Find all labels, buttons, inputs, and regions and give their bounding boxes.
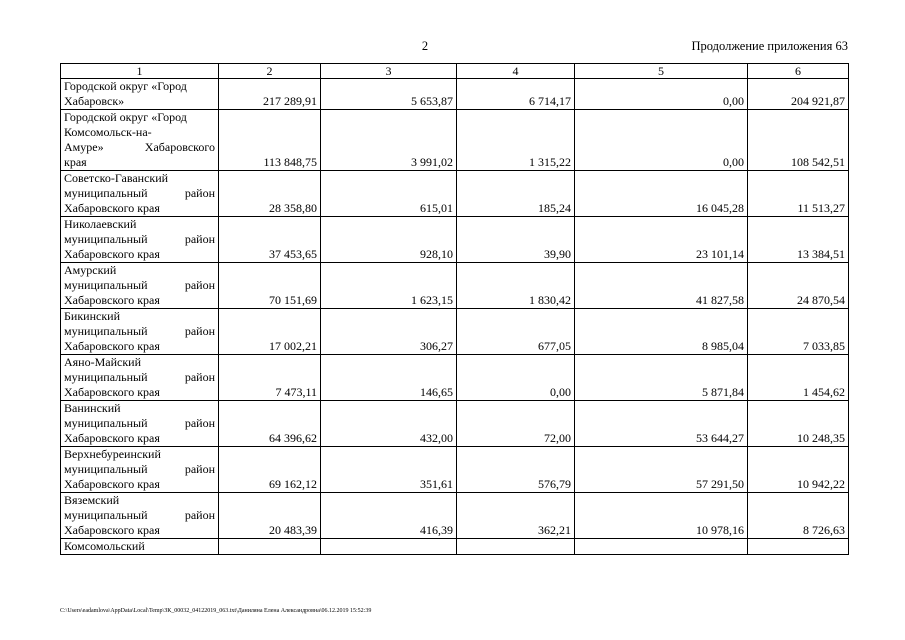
municipality-name-line (64, 94, 215, 109)
table-row (61, 539, 849, 555)
municipality-name-cell (61, 217, 219, 263)
municipality-name-word: Верхнебуреинский (64, 447, 161, 461)
value-cell-col-3: 351,61 (321, 447, 457, 493)
municipality-name-word: район (184, 186, 215, 200)
municipality-name-line (64, 339, 215, 354)
value-cell-col-3: 5 653,87 (321, 79, 457, 110)
value-cell-col-4: 72,00 (457, 401, 575, 447)
municipality-name-line (64, 201, 215, 216)
value-cell-col-2: 70 151,69 (219, 263, 321, 309)
value-cell-col-2: 64 396,62 (219, 401, 321, 447)
value-cell-col-5: 41 827,58 (575, 263, 748, 309)
municipality-name-word: Советско-Гаванский (64, 171, 169, 185)
value-cell-col-4: 677,05 (457, 309, 575, 355)
municipality-name-line (64, 186, 215, 201)
value-cell-col-3 (321, 539, 457, 555)
municipality-name-word: Хабаровск» (64, 94, 125, 108)
municipality-name-word: Хабаровского края (64, 247, 160, 261)
municipality-name-word: район (184, 278, 215, 292)
municipality-name-line (64, 477, 215, 492)
value-cell-col-2: 28 358,80 (219, 171, 321, 217)
municipality-name-line (64, 370, 215, 385)
table-row (61, 263, 849, 309)
value-cell-col-4: 6 714,17 (457, 79, 575, 110)
municipality-name-line (64, 171, 215, 186)
value-cell-col-4: 0,00 (457, 355, 575, 401)
value-cell-col-4 (457, 539, 575, 555)
municipality-name-line (64, 431, 215, 446)
value-cell-col-6: 11 513,27 (748, 171, 849, 217)
municipality-name-word: Хабаровского (144, 140, 215, 154)
value-cell-col-5: 16 045,28 (575, 171, 748, 217)
municipality-name-word: Комсомольск-на- (64, 125, 152, 139)
municipality-name-word: муниципальный (64, 324, 148, 338)
footer-file-path: C:\Users\eadamlova\AppData\Local\Temp\ЗК_00032_04122019_063.txt\Даниляна Елена Александровна\06.12.2019 15:52:39 (60, 608, 372, 614)
municipality-name-line (64, 217, 215, 232)
municipality-name-line (64, 140, 215, 155)
municipality-name-word: Хабаровского края (64, 523, 160, 537)
column-number: 4 (457, 64, 575, 79)
municipality-name-word: район (184, 508, 215, 522)
municipality-name-word: Городской округ «Город (64, 79, 187, 93)
table-row (61, 309, 849, 355)
value-cell-col-5: 57 291,50 (575, 447, 748, 493)
municipality-name-word: муниципальный (64, 186, 148, 200)
municipality-name-line (64, 385, 215, 400)
budget-table (60, 63, 849, 555)
value-cell-col-5: 0,00 (575, 110, 748, 171)
value-cell-col-2 (219, 539, 321, 555)
table-row (61, 110, 849, 171)
municipality-name-word: муниципальный (64, 508, 148, 522)
municipality-name-line (64, 539, 215, 554)
municipality-name-cell (61, 110, 219, 171)
value-cell-col-6 (748, 539, 849, 555)
municipality-name-word: Комсомольский (64, 539, 145, 553)
value-cell-col-5: 53 644,27 (575, 401, 748, 447)
value-cell-col-5: 8 985,04 (575, 309, 748, 355)
municipality-name-line (64, 493, 215, 508)
municipality-name-word: Аяно-Майский (64, 355, 142, 369)
value-cell-col-2: 7 473,11 (219, 355, 321, 401)
municipality-name-line (64, 125, 215, 140)
municipality-name-cell (61, 79, 219, 110)
table-row (61, 355, 849, 401)
municipality-name-line (64, 462, 215, 477)
table-row (61, 171, 849, 217)
value-cell-col-2: 113 848,75 (219, 110, 321, 171)
table-row (61, 401, 849, 447)
value-cell-col-4: 1 315,22 (457, 110, 575, 171)
municipality-name-word: Вяземский (64, 493, 120, 507)
municipality-name-cell (61, 309, 219, 355)
municipality-name-word: район (184, 416, 215, 430)
value-cell-col-4: 576,79 (457, 447, 575, 493)
value-cell-col-3: 1 623,15 (321, 263, 457, 309)
value-cell-col-3: 306,27 (321, 309, 457, 355)
value-cell-col-2: 37 453,65 (219, 217, 321, 263)
value-cell-col-6: 108 542,51 (748, 110, 849, 171)
municipality-name-line (64, 309, 215, 324)
municipality-name-cell (61, 493, 219, 539)
value-cell-col-3: 615,01 (321, 171, 457, 217)
value-cell-col-6: 1 454,62 (748, 355, 849, 401)
municipality-name-word: Хабаровского края (64, 201, 160, 215)
municipality-name-line (64, 401, 215, 416)
municipality-name-word: муниципальный (64, 462, 148, 476)
value-cell-col-5 (575, 539, 748, 555)
column-number: 3 (321, 64, 457, 79)
value-cell-col-6: 10 248,35 (748, 401, 849, 447)
value-cell-col-6: 8 726,63 (748, 493, 849, 539)
table-row (61, 217, 849, 263)
table-row (61, 493, 849, 539)
value-cell-col-4: 362,21 (457, 493, 575, 539)
value-cell-col-3: 416,39 (321, 493, 457, 539)
value-cell-col-3: 928,10 (321, 217, 457, 263)
municipality-name-word: муниципальный (64, 232, 148, 246)
municipality-name-word: Хабаровского края (64, 431, 160, 445)
municipality-name-word: район (184, 324, 215, 338)
table-row (61, 447, 849, 493)
municipality-name-word: Хабаровского края (64, 385, 160, 399)
municipality-name-word: Амуре» (64, 140, 104, 154)
municipality-name-word: Хабаровского края (64, 477, 160, 491)
municipality-name-line (64, 523, 215, 538)
column-number-row (61, 64, 849, 79)
value-cell-col-3: 3 991,02 (321, 110, 457, 171)
municipality-name-word: муниципальный (64, 416, 148, 430)
municipality-name-line (64, 416, 215, 431)
table-row (61, 79, 849, 110)
value-cell-col-4: 185,24 (457, 171, 575, 217)
municipality-name-line (64, 247, 215, 262)
municipality-name-word: муниципальный (64, 370, 148, 384)
value-cell-col-5: 5 871,84 (575, 355, 748, 401)
municipality-name-line (64, 355, 215, 370)
municipality-name-line (64, 263, 215, 278)
column-number: 6 (748, 64, 849, 79)
value-cell-col-2: 69 162,12 (219, 447, 321, 493)
value-cell-col-6: 13 384,51 (748, 217, 849, 263)
municipality-name-line (64, 293, 215, 308)
municipality-name-word: район (184, 462, 215, 476)
municipality-name-cell (61, 355, 219, 401)
value-cell-col-3: 146,65 (321, 355, 457, 401)
municipality-name-word: Амурский (64, 263, 117, 277)
municipality-name-line (64, 447, 215, 462)
municipality-name-word: район (184, 370, 215, 384)
value-cell-col-4: 1 830,42 (457, 263, 575, 309)
municipality-name-word: Бикинский (64, 309, 120, 323)
municipality-name-line (64, 232, 215, 247)
value-cell-col-2: 20 483,39 (219, 493, 321, 539)
municipality-name-word: Ванинский (64, 401, 121, 415)
value-cell-col-5: 10 978,16 (575, 493, 748, 539)
value-cell-col-6: 24 870,54 (748, 263, 849, 309)
value-cell-col-2: 17 002,21 (219, 309, 321, 355)
column-number: 1 (61, 64, 219, 79)
continuation-label: Продолжение приложения 63 (691, 39, 848, 53)
municipality-name-word: Хабаровского края (64, 293, 160, 307)
value-cell-col-6: 10 942,22 (748, 447, 849, 493)
municipality-name-line (64, 110, 215, 125)
value-cell-col-6: 204 921,87 (748, 79, 849, 110)
value-cell-col-6: 7 033,85 (748, 309, 849, 355)
municipality-name-word: края (64, 155, 87, 169)
column-number: 2 (219, 64, 321, 79)
municipality-name-cell (61, 447, 219, 493)
municipality-name-word: Хабаровского края (64, 339, 160, 353)
municipality-name-word: Городской округ «Город (64, 110, 187, 124)
municipality-name-word: район (184, 232, 215, 246)
value-cell-col-2: 217 289,91 (219, 79, 321, 110)
municipality-name-cell (61, 401, 219, 447)
municipality-name-line (64, 155, 215, 170)
column-number: 5 (575, 64, 748, 79)
municipality-name-cell (61, 539, 219, 555)
municipality-name-line (64, 79, 215, 94)
municipality-name-cell (61, 171, 219, 217)
value-cell-col-3: 432,00 (321, 401, 457, 447)
municipality-name-line (64, 278, 215, 293)
value-cell-col-5: 0,00 (575, 79, 748, 110)
municipality-name-line (64, 324, 215, 339)
table-body (61, 64, 849, 555)
municipality-name-word: муниципальный (64, 278, 148, 292)
municipality-name-line (64, 508, 215, 523)
municipality-name-cell (61, 263, 219, 309)
page-number: 2 (421, 39, 429, 53)
value-cell-col-5: 23 101,14 (575, 217, 748, 263)
municipality-name-word: Николаевский (64, 217, 137, 231)
value-cell-col-4: 39,90 (457, 217, 575, 263)
